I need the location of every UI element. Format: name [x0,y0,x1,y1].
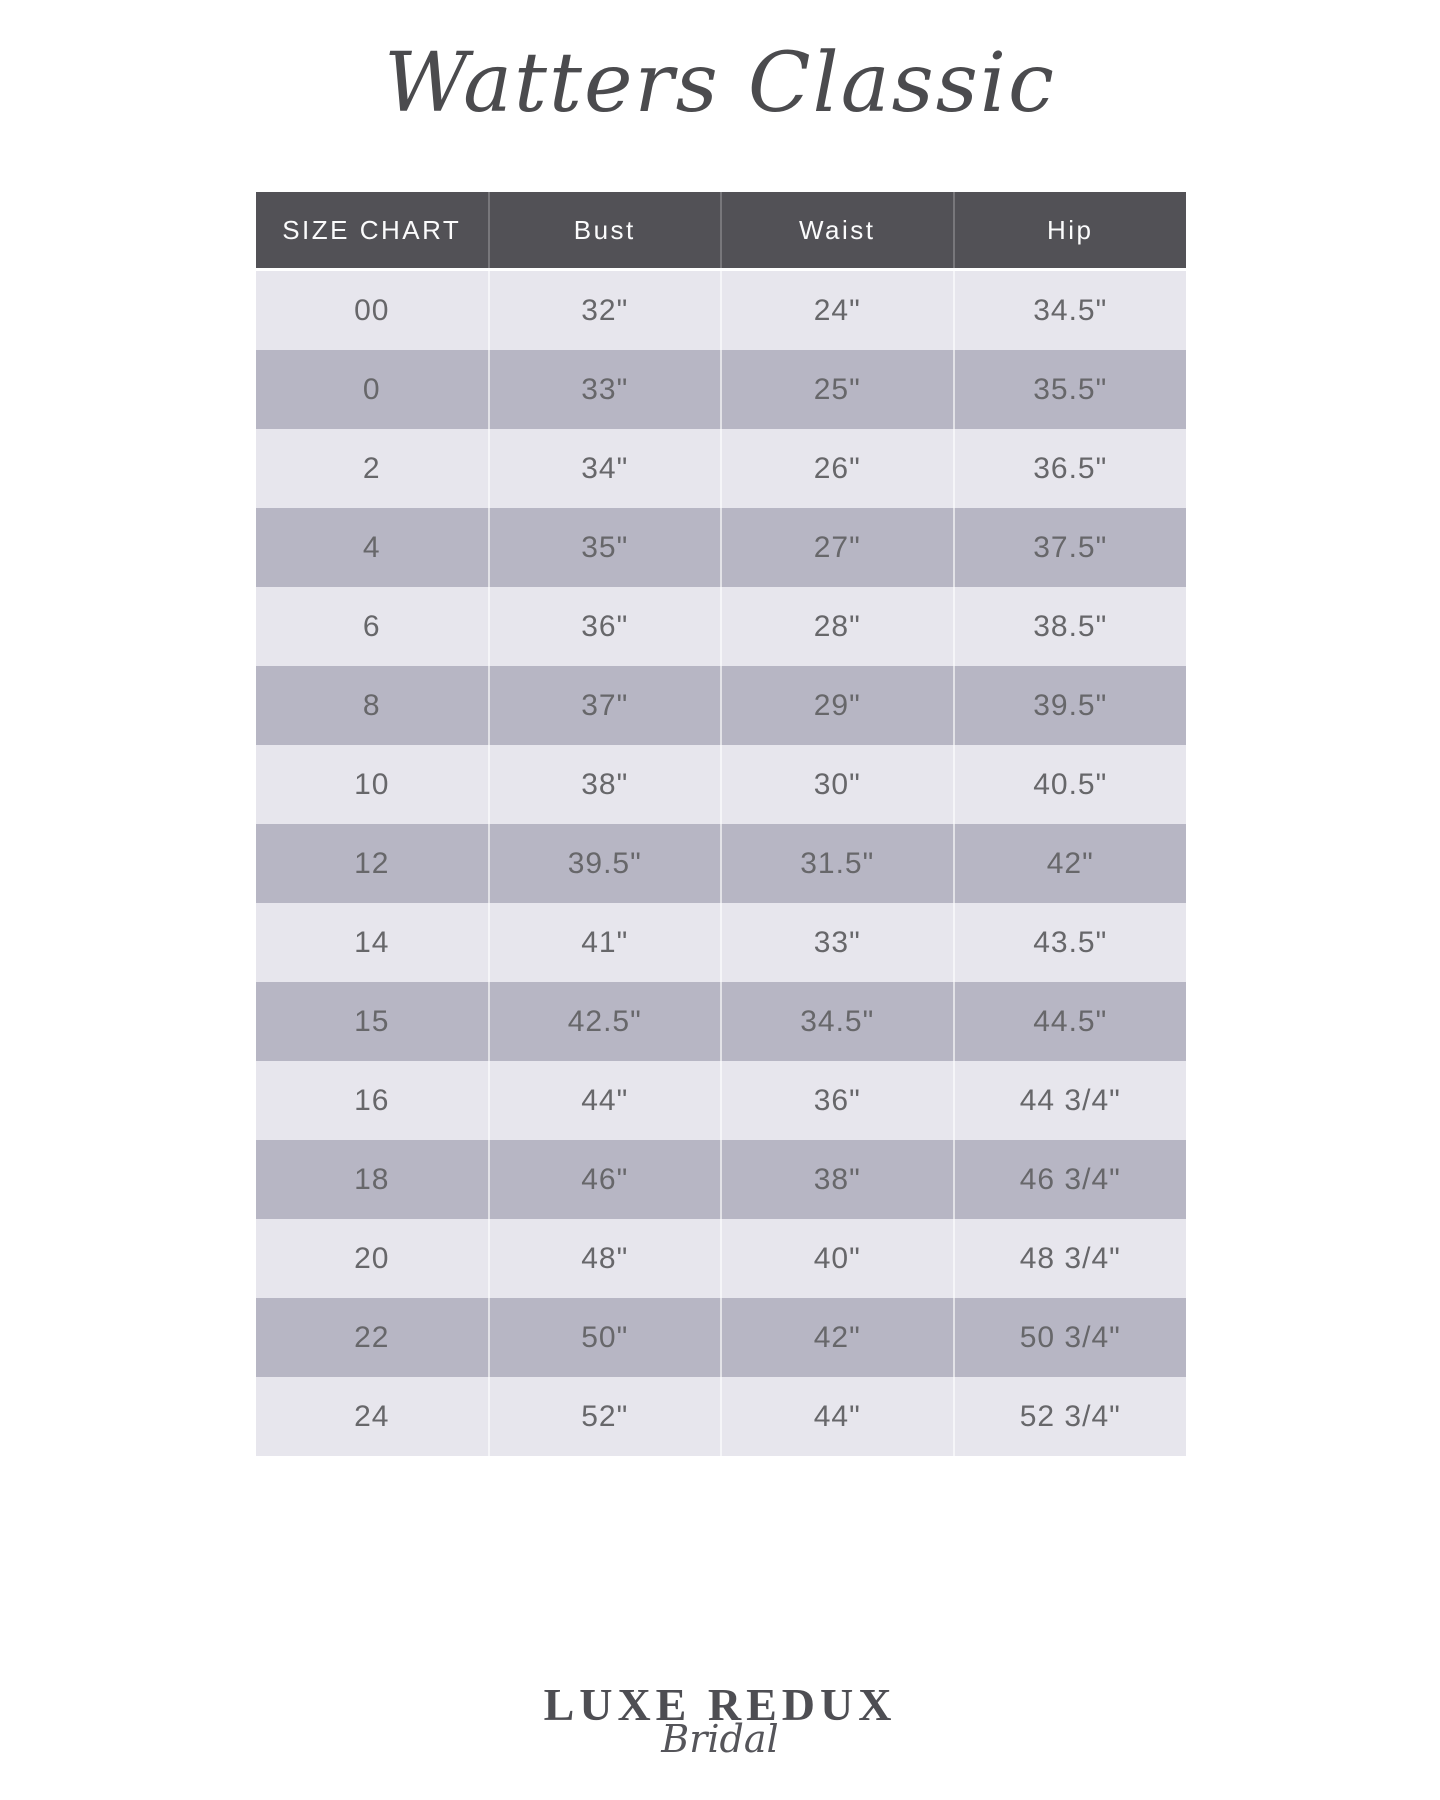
page-title: Watters Classic [384,36,1056,131]
hip-cell: 40.5" [954,745,1187,824]
bust-cell: 41" [489,903,722,982]
bust-cell: 44" [489,1061,722,1140]
table-row [256,587,1186,666]
waist-cell: 40" [721,1219,954,1298]
hip-cell: 46 3/4" [954,1140,1187,1219]
hip-cell: 50 3/4" [954,1298,1187,1377]
size-cell: 14 [256,903,489,982]
waist-cell: 42" [721,1298,954,1377]
size-cell: 24 [256,1377,489,1456]
header-waist: Waist [721,192,954,270]
header-bust: Bust [489,192,722,270]
header-size-chart: SIZE CHART [256,192,489,270]
table-row [256,1298,1186,1377]
table-row [256,903,1186,982]
size-cell: 12 [256,824,489,903]
brand-logo-text: LUXE REDUX [543,1679,897,1730]
waist-cell: 33" [721,903,954,982]
waist-cell: 31.5" [721,824,954,903]
hip-cell: 37.5" [954,508,1187,587]
bust-cell: 36" [489,587,722,666]
size-cell: 18 [256,1140,489,1219]
size-cell: 00 [256,270,489,351]
hip-cell: 36.5" [954,429,1187,508]
size-cell: 16 [256,1061,489,1140]
brand-logo [0,1679,1440,1761]
bust-cell: 46" [489,1140,722,1219]
waist-cell: 29" [721,666,954,745]
size-cell: 8 [256,666,489,745]
bust-cell: 39.5" [489,824,722,903]
size-chart-table [256,192,1186,1456]
waist-cell: 26" [721,429,954,508]
waist-cell: 27" [721,508,954,587]
bust-cell: 32" [489,270,722,351]
hip-cell: 38.5" [954,587,1187,666]
bust-cell: 35" [489,508,722,587]
waist-cell: 36" [721,1061,954,1140]
table-row [256,508,1186,587]
bust-cell: 52" [489,1377,722,1456]
bust-cell: 42.5" [489,982,722,1061]
table-row [256,1377,1186,1456]
bust-cell: 33" [489,350,722,429]
size-chart-header [256,192,1186,270]
hip-cell: 48 3/4" [954,1219,1187,1298]
header-hip: Hip [954,192,1187,270]
table-row [256,745,1186,824]
hip-cell: 42" [954,824,1187,903]
size-cell: 20 [256,1219,489,1298]
size-cell: 22 [256,1298,489,1377]
waist-cell: 28" [721,587,954,666]
bust-cell: 34" [489,429,722,508]
table-row [256,982,1186,1061]
hip-cell: 39.5" [954,666,1187,745]
size-chart-body [256,270,1186,1457]
hip-cell: 34.5" [954,270,1187,351]
bust-cell: 38" [489,745,722,824]
waist-cell: 34.5" [721,982,954,1061]
hip-cell: 44 3/4" [954,1061,1187,1140]
table-row [256,824,1186,903]
table-row [256,1219,1186,1298]
size-cell: 6 [256,587,489,666]
header-row [256,192,1186,270]
table-row [256,270,1186,351]
size-cell: 10 [256,745,489,824]
hip-cell: 52 3/4" [954,1377,1187,1456]
hip-cell: 43.5" [954,903,1187,982]
brand-logo-subtext: Bridal [661,1717,779,1761]
table-row [256,1140,1186,1219]
waist-cell: 44" [721,1377,954,1456]
waist-cell: 30" [721,745,954,824]
table-row [256,1061,1186,1140]
size-cell: 2 [256,429,489,508]
table-row [256,666,1186,745]
size-chart-container [256,192,1186,1456]
waist-cell: 38" [721,1140,954,1219]
size-cell: 0 [256,350,489,429]
waist-cell: 25" [721,350,954,429]
bust-cell: 37" [489,666,722,745]
table-row [256,350,1186,429]
bust-cell: 50" [489,1298,722,1377]
table-row [256,429,1186,508]
hip-cell: 44.5" [954,982,1187,1061]
size-cell: 4 [256,508,489,587]
bust-cell: 48" [489,1219,722,1298]
hip-cell: 35.5" [954,350,1187,429]
size-cell: 15 [256,982,489,1061]
waist-cell: 24" [721,270,954,351]
